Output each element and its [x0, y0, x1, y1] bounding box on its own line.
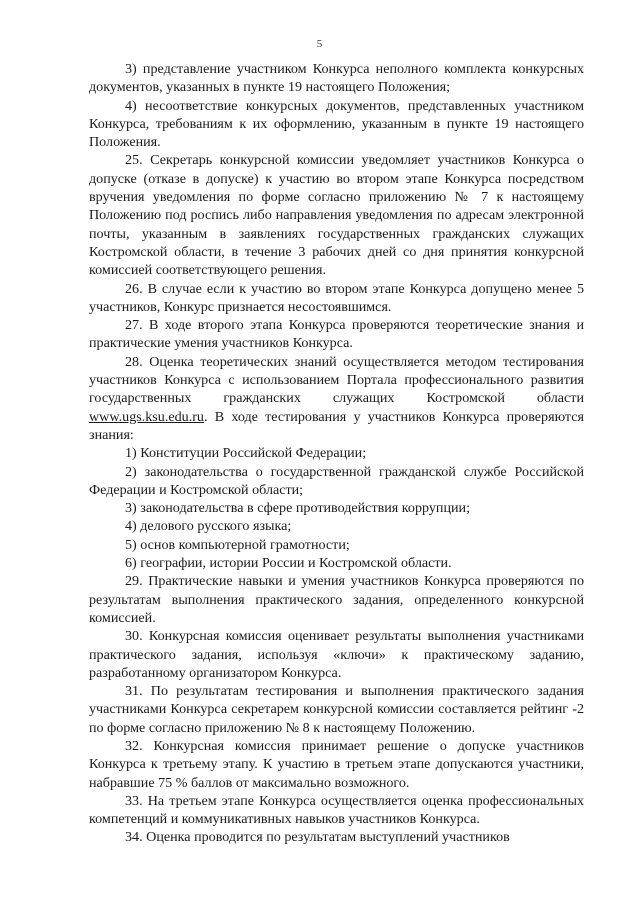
paragraph-28 — [89, 353, 584, 444]
page-number: 5 — [316, 38, 323, 50]
knowledge-item-4: 4) делового русского языка; — [125, 518, 292, 535]
paragraph-25: 25. Секретарь конкурсной комиссии уведомляет участников Конкурса о допуске (отказе в допуске) к участию во втором этапе Конкурса посредством вручения уведомления по форме согласно приложению № 7 к настоящему Положению под роспись либо направления уведомления по адресам электронной почты, указанным в заявлениях государственных гражданских служащих Костромской области, в течение 3 рабочих дней со дня принятия конкурсной комиссией соответствующего решения. — [89, 152, 584, 279]
document-body — [89, 60, 584, 847]
knowledge-item-2: 2) законодательства о государственной гражданской службе Российской Федерации и Костромской области; — [89, 463, 584, 498]
paragraph-29: 29. Практические навыки и умения участников Конкурса проверяются по результатам выполнения практического задания, определенного конкурсной комиссией. — [89, 573, 584, 626]
paragraph-33: 33. На третьем этапе Конкурса осуществляется оценка профессиональных компетенций и коммуникативных навыков участников Конкурса. — [89, 792, 584, 828]
paragraph-28-text-after: . В ходе тестирования у участников Конкурса проверяются знания: — [89, 408, 584, 443]
paragraph-item-3: 3) представление участником Конкурса неполного комплекта конкурсных документов, указанных в пункте 19 настоящего Положения; — [89, 61, 584, 96]
knowledge-item-6: 6) географии, истории России и Костромской области. — [125, 555, 452, 572]
knowledge-item-5: 5) основ компьютерной грамотности; — [125, 536, 350, 553]
knowledge-item-3: 3) законодательства в сфере противодействия коррупции; — [125, 500, 471, 517]
portal-link[interactable]: www.ugs.ksu.edu.ru — [89, 408, 204, 425]
paragraph-31: 31. По результатам тестирования и выполнения практического задания участниками Конкурса секретарем конкурсной комиссии составляется рейтинг -2 по форме согласно приложению № 8 к настоящему Положению. — [89, 683, 584, 736]
paragraph-32: 32. Конкурсная комиссия принимает решение о допуске участников Конкурса к третьему этапу. К участию в третьем этапе допускаются участники, набравшие 75 % баллов от максимально возможного. — [89, 737, 584, 791]
paragraph-26: 26. В случае если к участию во втором этапе Конкурса допущено менее 5 участников, Конкурс признается несостоявшимся. — [89, 280, 584, 315]
paragraph-30: 30. Конкурсная комиссия оценивает результаты выполнения участниками практического задания, используя «ключи» к практическому заданию, разработанному организатором Конкурса. — [89, 628, 584, 681]
paragraph-28-text-before: 28. Оценка теоретических знаний осуществляется методом тестирования участников Конкурса с использованием Портала профессионального развития государственных гражданских служащих Костромской области — [89, 353, 584, 407]
knowledge-item-1: 1) Конституции Российской Федерации; — [125, 445, 367, 462]
paragraph-27: 27. В ходе второго этапа Конкурса проверяются теоретические знания и практические умения участников Конкурса. — [89, 317, 584, 352]
paragraph-34: 34. Оценка проводится по результатам выступлений участников — [125, 829, 510, 846]
paragraph-item-4: 4) несоответствие конкурсных документов, представленных участником Конкурса, требованиям к их оформлению, указанным в пункте 19 настоящего Положения. — [89, 97, 584, 151]
